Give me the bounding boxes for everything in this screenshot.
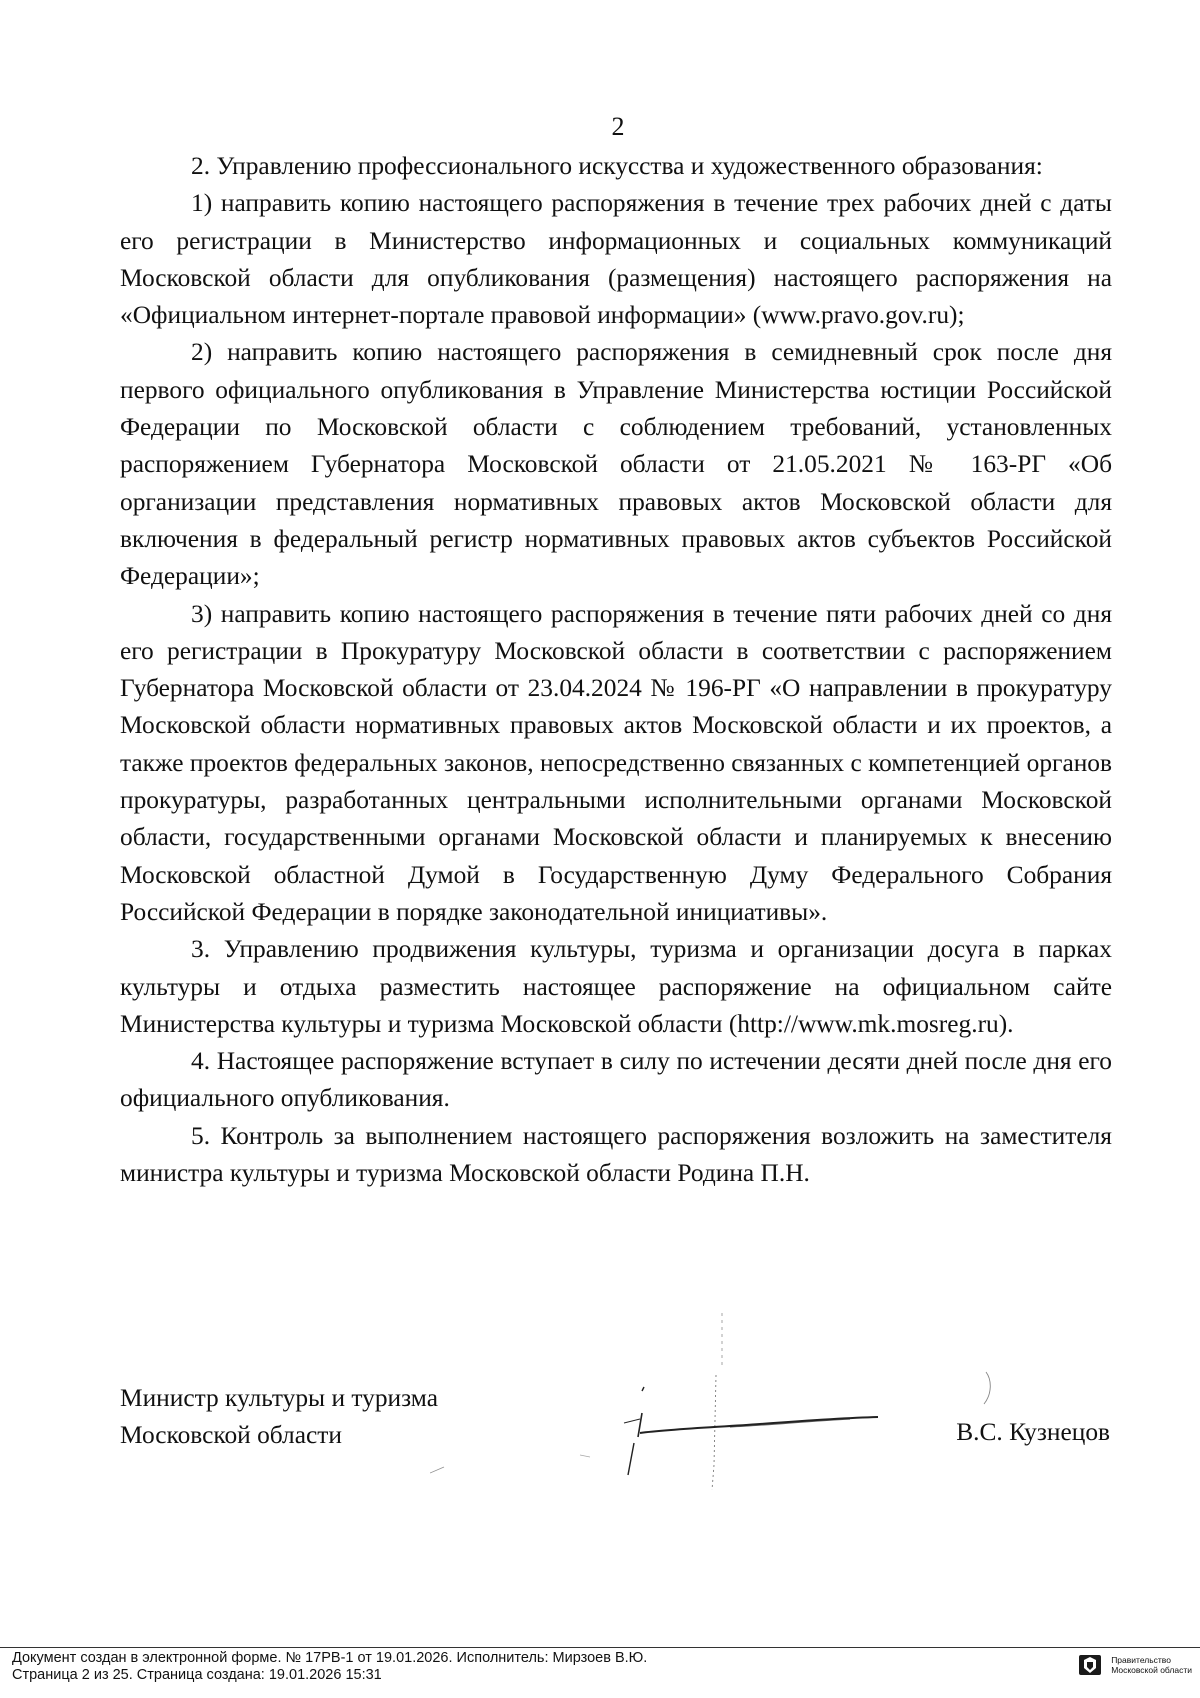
handwritten-signature — [430, 1305, 910, 1505]
paragraph-subitem-2: 2) направить копию настоящего распоряжения в семидневный срок после дня первого официального опубликования в Управление Министерства юстиции Российской Федерации по Московской области с соблюдением требований, установленных распоряжением Губернатора Московской области от 21.05.2021 № 163-РГ «Об организации представления нормативных правовых актов Московской области для включения в федеральный регистр нормативных правовых актов субъектов Российской Федерации»; — [120, 338, 1112, 591]
document-body — [120, 148, 1112, 1192]
page-number: 2 — [611, 112, 625, 141]
signature-mark — [980, 1370, 1000, 1420]
paragraph-item-3: 3. Управлению продвижения культуры, туризма и организации досуга в парках культуры и отдыха разместить настоящее распоряжение на официальном сайте Министерства культуры и туризма Московской области (http://www.mk.mosreg.ru). — [120, 935, 1112, 1038]
footer-divider — [0, 1647, 1200, 1648]
government-logo — [1077, 1652, 1192, 1678]
paragraph-item-2: 2. Управлению профессионального искусства и художественного образования: — [191, 152, 1043, 180]
logo-text-line1: Правительство — [1111, 1655, 1171, 1665]
signatory-title-line2: Московской области — [120, 1421, 342, 1449]
footer-info — [12, 1650, 647, 1684]
paragraph-subitem-3: 3) направить копию настоящего распоряжения в течение пяти рабочих дней со дня его регистрации в Прокуратуру Московской области в соответствии с распоряжением Губернатора Московской области от 23.04.2024 № 196-РГ «О направлении в прокуратуру Московской области нормативных правовых актов Московской области и их проектов, а также проектов федеральных законов, непосредственно связанных с компетенцией органов прокуратуры, разработанных центральными исполнительными органами Московской области, государственными органами Московской области и планируемых к внесению Московской областной Думой в Государственную Думу Федерального Собрания Российской Федерации в порядке законодательной инициативы». — [120, 599, 1112, 926]
paragraph-item-5: 5. Контроль за выполнением настоящего распоряжения возложить на заместителя министра культуры и туризма Московской области Родина П.Н. — [120, 1121, 1112, 1188]
signatory-name: В.С. Кузнецов — [956, 1418, 1110, 1446]
logo-text-line2: Московской области — [1111, 1665, 1192, 1675]
paragraph-item-4: 4. Настоящее распоряжение вступает в силу по истечении десяти дней после дня его официального опубликования. — [120, 1047, 1112, 1113]
signatory-title-line1: Министр культуры и туризма — [120, 1384, 438, 1412]
signatory-title — [120, 1380, 438, 1454]
coat-of-arms-icon — [1077, 1652, 1103, 1678]
paragraph-subitem-1: 1) направить копию настоящего распоряжения в течение трех рабочих дней с даты его регистрации в Министерство информационных и социальных коммуникаций Московской области для опубликования (размещения) настоящего распоряжения на «Официальном интернет-портале правовой информации» (www.pravo.gov.ru); — [120, 189, 1112, 330]
footer-line1: Документ создан в электронной форме. № 17РВ-1 от 19.01.2026. Исполнитель: Мирзоев В.Ю. — [12, 1650, 648, 1666]
footer-line2: Страница 2 из 25. Страница создана: 19.01.2026 15:31 — [12, 1667, 382, 1683]
